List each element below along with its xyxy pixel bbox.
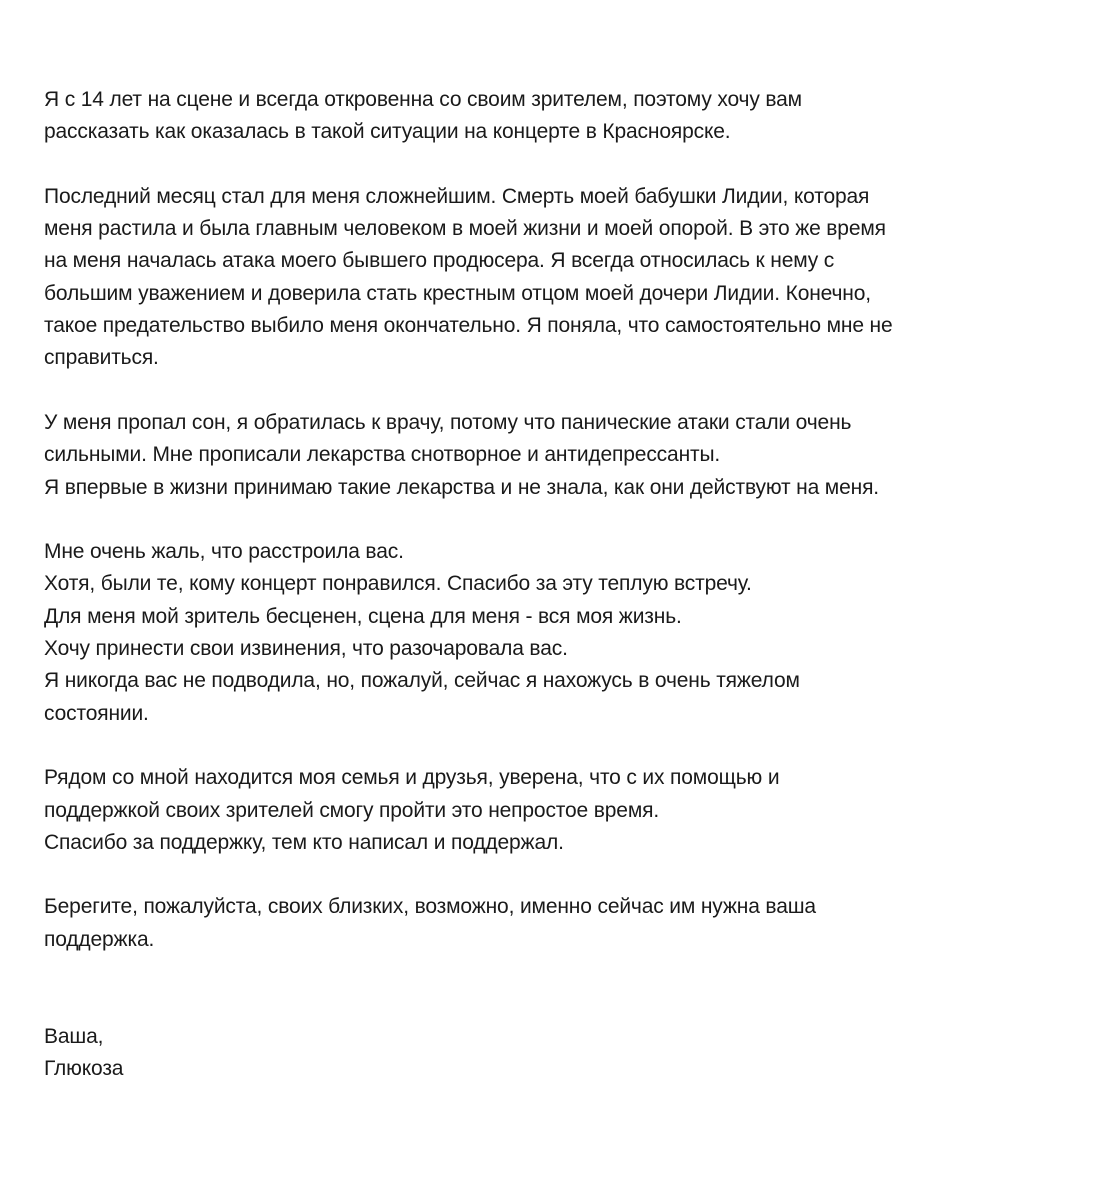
signature bbox=[44, 1021, 893, 1086]
text-line: большим уважением и доверила стать крестным отцом моей дочери Лидии. Конечно, bbox=[44, 281, 871, 305]
text-line: Берегите, пожалуйста, своих близких, возможно, именно сейчас им нужна ваша bbox=[44, 895, 816, 919]
text-line: Хочу принести свои извинения, что разочаровала вас. bbox=[44, 637, 568, 661]
letter-paragraph bbox=[44, 407, 893, 504]
signature-closing: Ваша, bbox=[44, 1024, 104, 1048]
text-line: такое предательство выбило меня окончательно. Я поняла, что самостоятельно мне не bbox=[44, 314, 893, 338]
letter-document bbox=[44, 84, 893, 1085]
letter-paragraph bbox=[44, 181, 893, 375]
letter-paragraph bbox=[44, 891, 893, 956]
text-line: рассказать как оказалась в такой ситуации на концерте в Красноярске. bbox=[44, 120, 731, 144]
signature-name: Глюкоза bbox=[44, 1056, 124, 1080]
text-line: Последний месяц стал для меня сложнейшим. Смерть моей бабушки Лидии, которая bbox=[44, 184, 870, 208]
text-line: Мне очень жаль, что расстроила вас. bbox=[44, 540, 404, 564]
text-line: сильными. Мне прописали лекарства снотворное и антидепрессанты. bbox=[44, 443, 721, 467]
text-line: на меня началась атака моего бывшего продюсера. Я всегда относилась к нему с bbox=[44, 249, 835, 273]
letter-paragraph bbox=[44, 536, 893, 730]
text-line: Я с 14 лет на сцене и всегда откровенна со своим зрителем, поэтому хочу вам bbox=[44, 88, 802, 111]
letter-paragraph bbox=[44, 762, 893, 859]
text-line: состоянии. bbox=[44, 701, 149, 725]
text-line: Рядом со мной находится моя семья и друзья, уверена, что с их помощью и bbox=[44, 766, 780, 790]
text-line: справиться. bbox=[44, 346, 159, 370]
text-line: поддержка. bbox=[44, 927, 155, 951]
text-line: поддержкой своих зрителей смогу пройти это непростое время. bbox=[44, 798, 660, 822]
text-line: Спасибо за поддержку, тем кто написал и поддержал. bbox=[44, 830, 564, 854]
text-line: меня растила и была главным человеком в моей жизни и моей опорой. В это же время bbox=[44, 217, 886, 241]
text-line: Я впервые в жизни принимаю такие лекарства и не знала, как они действуют на меня. bbox=[44, 475, 879, 499]
letter-paragraph bbox=[44, 84, 893, 149]
text-line: Я никогда вас не подводила, но, пожалуй, сейчас я нахожусь в очень тяжелом bbox=[44, 669, 800, 693]
text-line: Хотя, были те, кому концерт понравился. Спасибо за эту теплую встречу. bbox=[44, 572, 752, 596]
text-line: У меня пропал сон, я обратилась к врачу, потому что панические атаки стали очень bbox=[44, 410, 852, 434]
text-line: Для меня мой зритель бесценен, сцена для меня - вся моя жизнь. bbox=[44, 604, 682, 628]
